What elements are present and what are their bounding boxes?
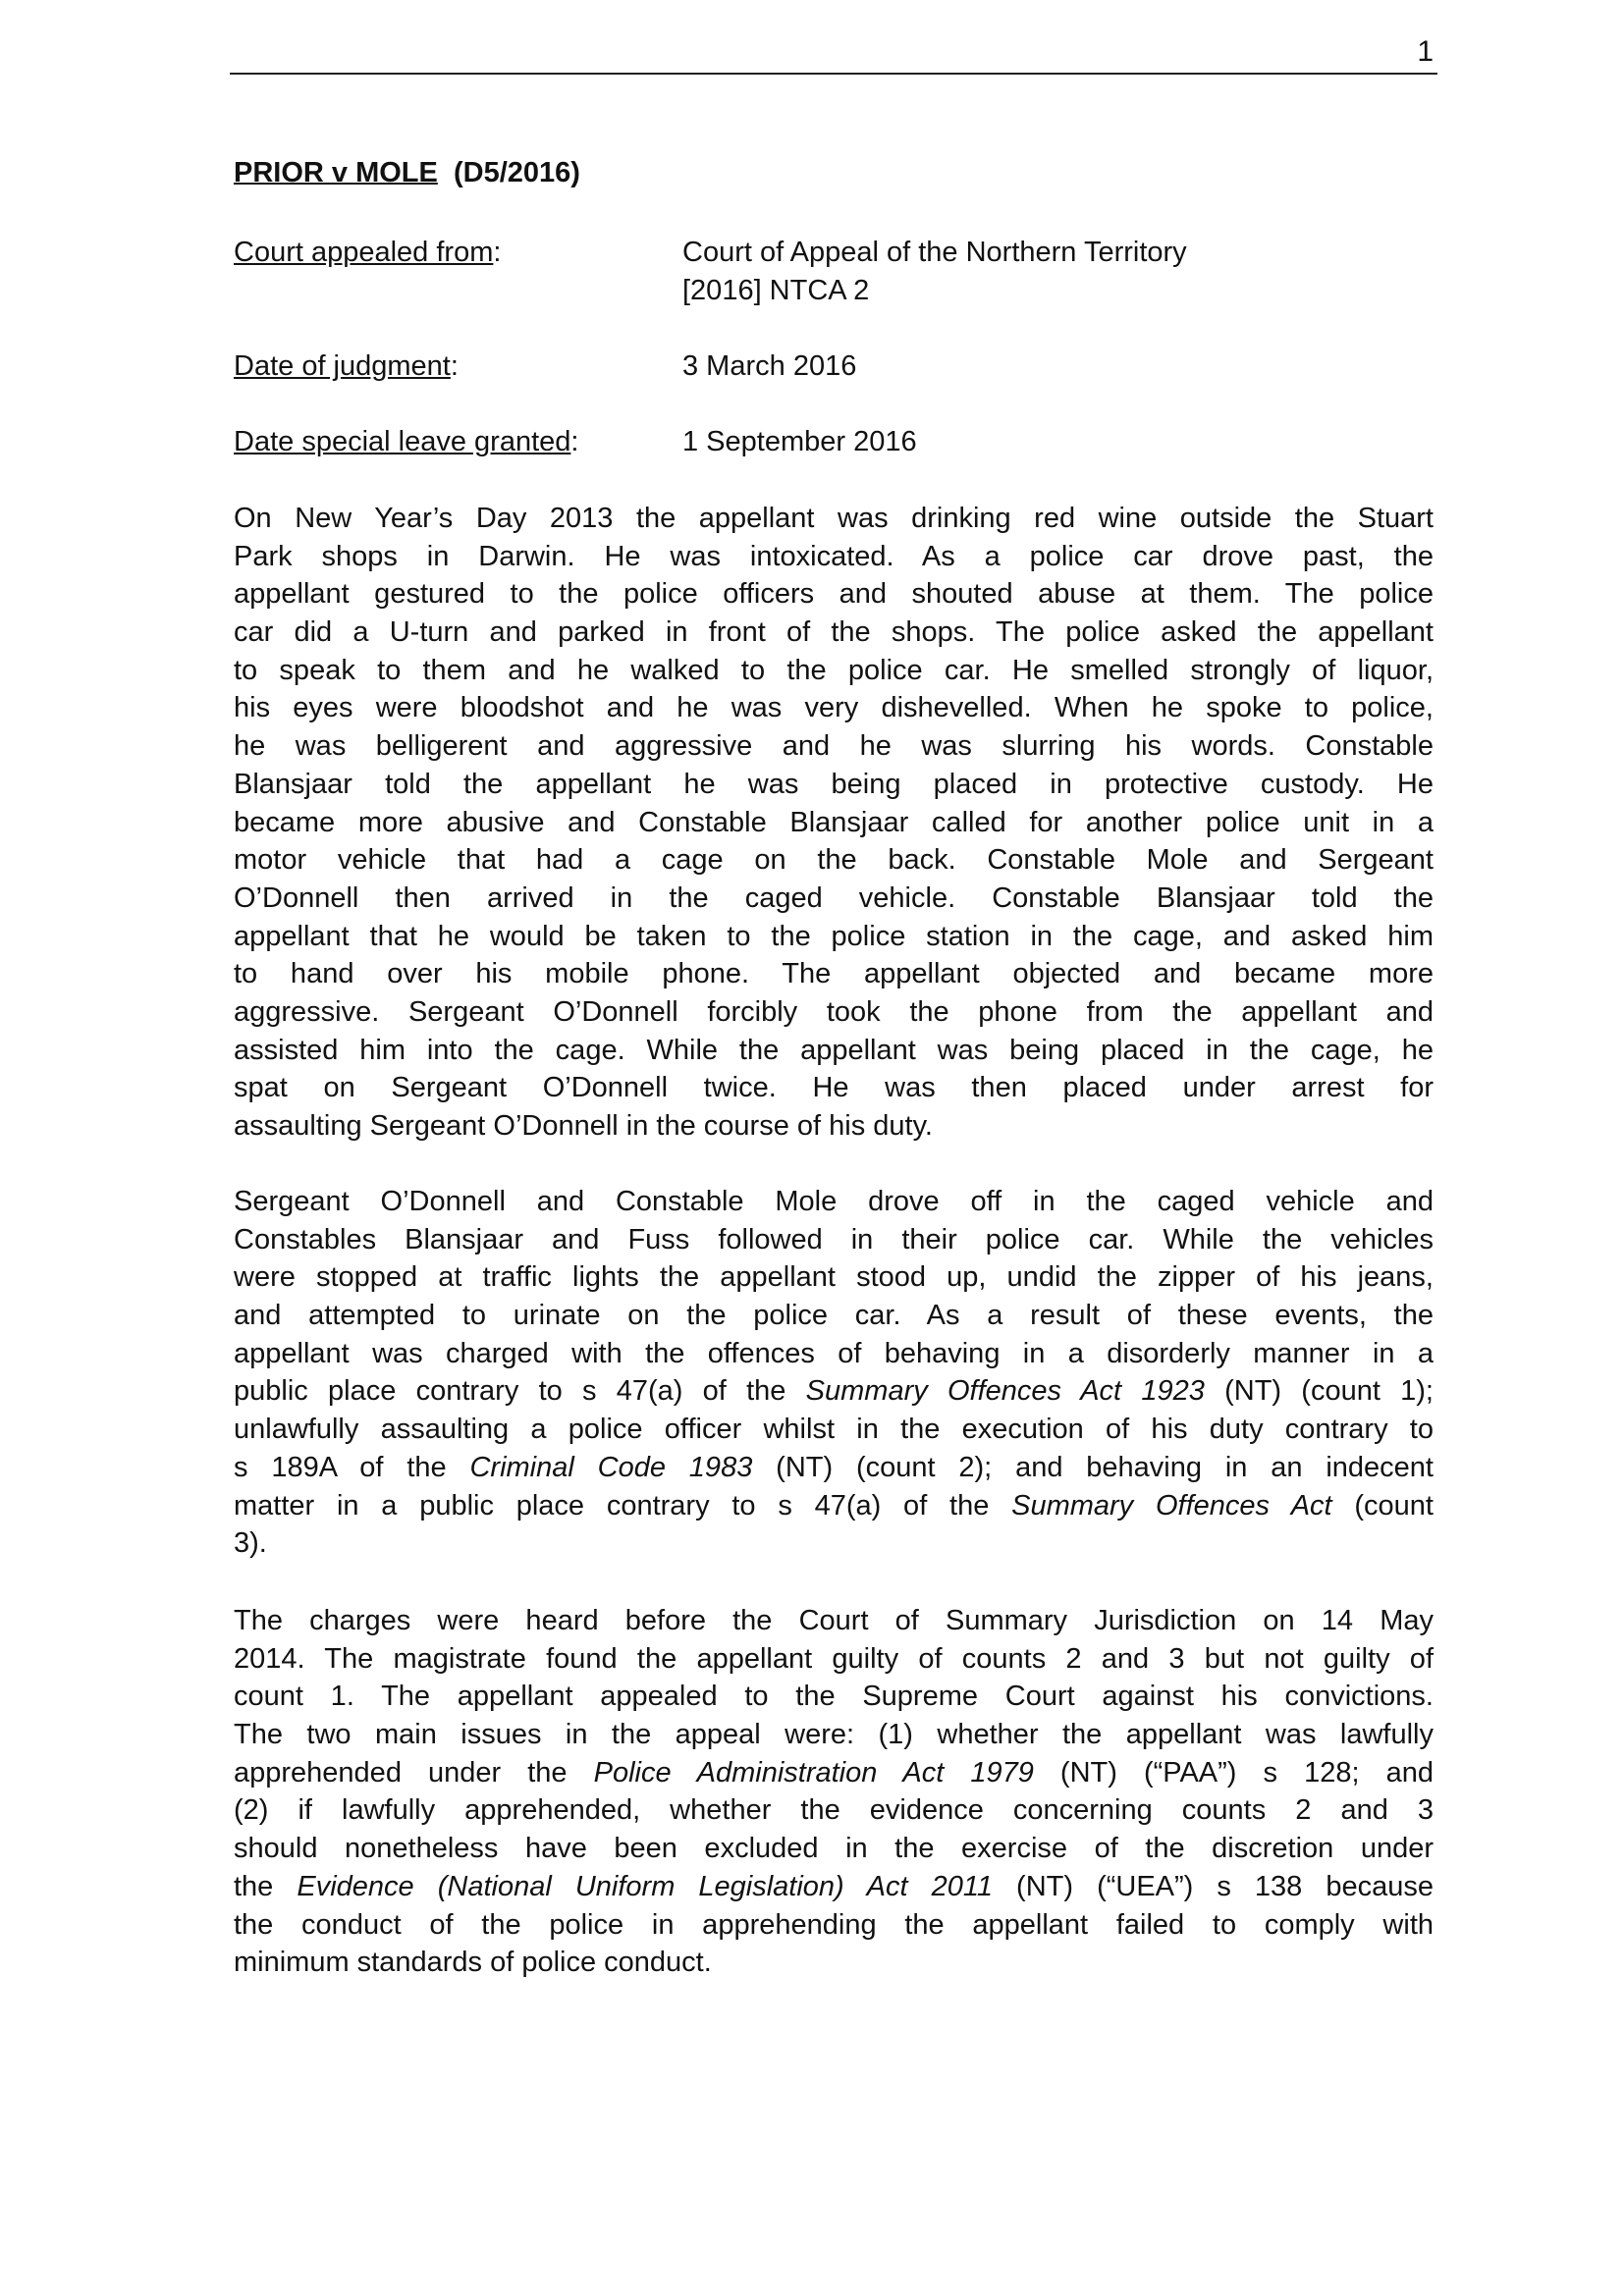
text-segment: assaulting Sergeant O’Donnell in the course of his duty. <box>234 1110 933 1142</box>
text-line <box>234 538 1434 576</box>
paragraph-charges <box>234 1183 1434 1563</box>
text-segment: car did a U-turn and parked in front of the shops. The police asked the appellant <box>234 616 1434 649</box>
text-line <box>234 1602 1434 1640</box>
paragraph-facts <box>234 500 1434 1146</box>
header-rule <box>230 73 1437 75</box>
text-segment: matter in a public place contrary to s 47(a) of the <box>234 1489 1012 1522</box>
detail-label: Date of judgment: <box>234 350 459 382</box>
text-line <box>234 1069 1434 1107</box>
text-segment: appellant was charged with the offences of behaving in a disorderly manner in a <box>234 1337 1434 1369</box>
text-line <box>234 1640 1434 1679</box>
text-segment: were stopped at traffic lights the appellant stood up, undid the zipper of his jeans, <box>234 1261 1434 1294</box>
text-line <box>234 652 1434 690</box>
act-title: Summary Offences Act 1923 <box>805 1375 1205 1408</box>
text-segment: his eyes were bloodshot and he was very dishevelled. When he spoke to police, <box>234 692 1434 724</box>
text-line <box>234 1335 1434 1373</box>
text-segment: unlawfully assaulting a police officer whilst in the execution of his duty contrary to <box>234 1414 1434 1446</box>
text-line <box>234 766 1434 804</box>
text-segment: to speak to them and he walked to the police car. He smelled strongly of liquor, <box>234 654 1434 686</box>
text-segment: minimum standards of police conduct. <box>234 1947 712 1979</box>
case-title <box>234 157 580 189</box>
text-segment: 3). <box>234 1527 267 1560</box>
case-number: (D5/2016) <box>453 157 580 188</box>
text-segment: (NT) (count 1); <box>1204 1375 1434 1408</box>
text-segment: should nonetheless have been excluded in the exercise of the discretion under <box>234 1833 1434 1865</box>
text-segment: On New Year’s Day 2013 the appellant was drinking red wine outside the Stuart <box>234 503 1434 534</box>
text-segment: appellant gestured to the police officers and shouted abuse at them. The police <box>234 578 1434 611</box>
text-segment: (NT) (“UEA”) s 138 because <box>993 1870 1435 1902</box>
text-line <box>234 575 1434 614</box>
text-line <box>234 727 1434 766</box>
page-number: 1 <box>1417 35 1434 68</box>
text-line <box>234 1716 1434 1754</box>
text-line <box>234 804 1434 842</box>
text-line <box>234 1411 1434 1449</box>
act-title: Police Administration Act 1979 <box>593 1756 1034 1789</box>
text-segment: appellant that he would be taken to the police station in the cage, and asked him <box>234 920 1434 952</box>
detail-value: 1 September 2016 <box>682 426 917 457</box>
text-segment: and attempted to urinate on the police car. As a result of these events, the <box>234 1300 1434 1332</box>
text-segment: 2014. The magistrate found the appellant guilty of counts 2 and 3 but not guilty of <box>234 1642 1434 1675</box>
text-line <box>234 1221 1434 1259</box>
text-segment: Sergeant O’Donnell and Constable Mole drove off in the caged vehicle and <box>234 1186 1434 1217</box>
text-line <box>234 1906 1434 1945</box>
text-segment: aggressive. Sergeant O’Donnell forcibly took the phone from the appellant and <box>234 995 1434 1028</box>
text-line <box>234 1372 1434 1411</box>
text-line <box>234 1524 1434 1563</box>
text-line <box>234 1107 1434 1146</box>
text-line <box>234 841 1434 880</box>
text-segment: s 189A of the <box>234 1451 470 1483</box>
text-segment: (count <box>1331 1489 1434 1522</box>
text-line <box>234 1487 1434 1525</box>
text-line <box>234 1791 1434 1830</box>
text-line <box>234 1297 1434 1335</box>
text-segment: (NT) (“PAA”) s 128; and <box>1033 1756 1434 1789</box>
text-segment: Blansjaar told the appellant he was being placed in protective custody. He <box>234 768 1434 800</box>
text-segment: apprehended under the <box>234 1756 594 1789</box>
act-title: Criminal Code 1983 <box>469 1451 753 1483</box>
text-segment: to hand over his mobile phone. The appellant objected and became more <box>234 958 1434 990</box>
text-segment: (NT) (count 2); and behaving in an indecent <box>752 1451 1434 1483</box>
text-segment: motor vehicle that had a cage on the back. Constable Mole and Sergeant <box>234 844 1434 877</box>
detail-value: 3 March 2016 <box>682 350 857 382</box>
text-line <box>234 1183 1434 1221</box>
text-line <box>234 500 1434 538</box>
text-segment: O’Donnell then arrived in the caged vehicle. Constable Blansjaar told the <box>234 881 1434 914</box>
text-line <box>234 1449 1434 1487</box>
text-segment: became more abusive and Constable Blansjaar called for another police unit in a <box>234 806 1434 838</box>
text-line <box>234 1032 1434 1070</box>
text-line <box>234 1944 1434 1982</box>
text-line <box>234 1868 1434 1906</box>
text-segment: public place contrary to s 47(a) of the <box>234 1375 806 1408</box>
act-title: Evidence (National Uniform Legislation) Act 2011 <box>297 1870 993 1902</box>
text-line <box>234 955 1434 993</box>
detail-label: Court appealed from: <box>234 237 502 268</box>
text-segment: count 1. The appellant appealed to the Supreme Court against his convictions. <box>234 1681 1434 1713</box>
text-line <box>234 880 1434 918</box>
text-segment: the conduct of the police in apprehending the appellant failed to comply with <box>234 1908 1434 1941</box>
text-segment: the <box>234 1870 298 1902</box>
paragraph-appeal <box>234 1602 1434 1982</box>
act-title: Summary Offences Act <box>1011 1489 1332 1522</box>
text-line <box>234 689 1434 727</box>
detail-value: Court of Appeal of the Northern Territory [2016] NTCA 2 <box>682 237 1187 306</box>
text-line <box>234 918 1434 956</box>
text-line <box>234 1678 1434 1716</box>
text-segment: Park shops in Darwin. He was intoxicated. As a police car drove past, the <box>234 540 1434 572</box>
text-line <box>234 1830 1434 1868</box>
text-segment: The two main issues in the appeal were: (1) whether the appellant was lawfully <box>234 1719 1434 1751</box>
text-segment: The charges were heard before the Court of Summary Jurisdiction on 14 May <box>234 1605 1434 1636</box>
text-line <box>234 614 1434 652</box>
text-line <box>234 993 1434 1032</box>
text-segment: spat on Sergeant O’Donnell twice. He was then placed under arrest for <box>234 1072 1434 1104</box>
text-segment: he was belligerent and aggressive and he was slurring his words. Constable <box>234 730 1434 763</box>
text-segment: Constables Blansjaar and Fuss followed in their police car. While the vehicles <box>234 1223 1434 1255</box>
text-line <box>234 1258 1434 1297</box>
case-name: PRIOR v MOLE <box>234 157 438 188</box>
text-segment: (2) if lawfully apprehended, whether the evidence concerning counts 2 and 3 <box>234 1794 1434 1827</box>
text-segment: assisted him into the cage. While the appellant was being placed in the cage, he <box>234 1034 1434 1066</box>
text-line <box>234 1754 1434 1792</box>
detail-label: Date special leave granted: <box>234 426 579 457</box>
